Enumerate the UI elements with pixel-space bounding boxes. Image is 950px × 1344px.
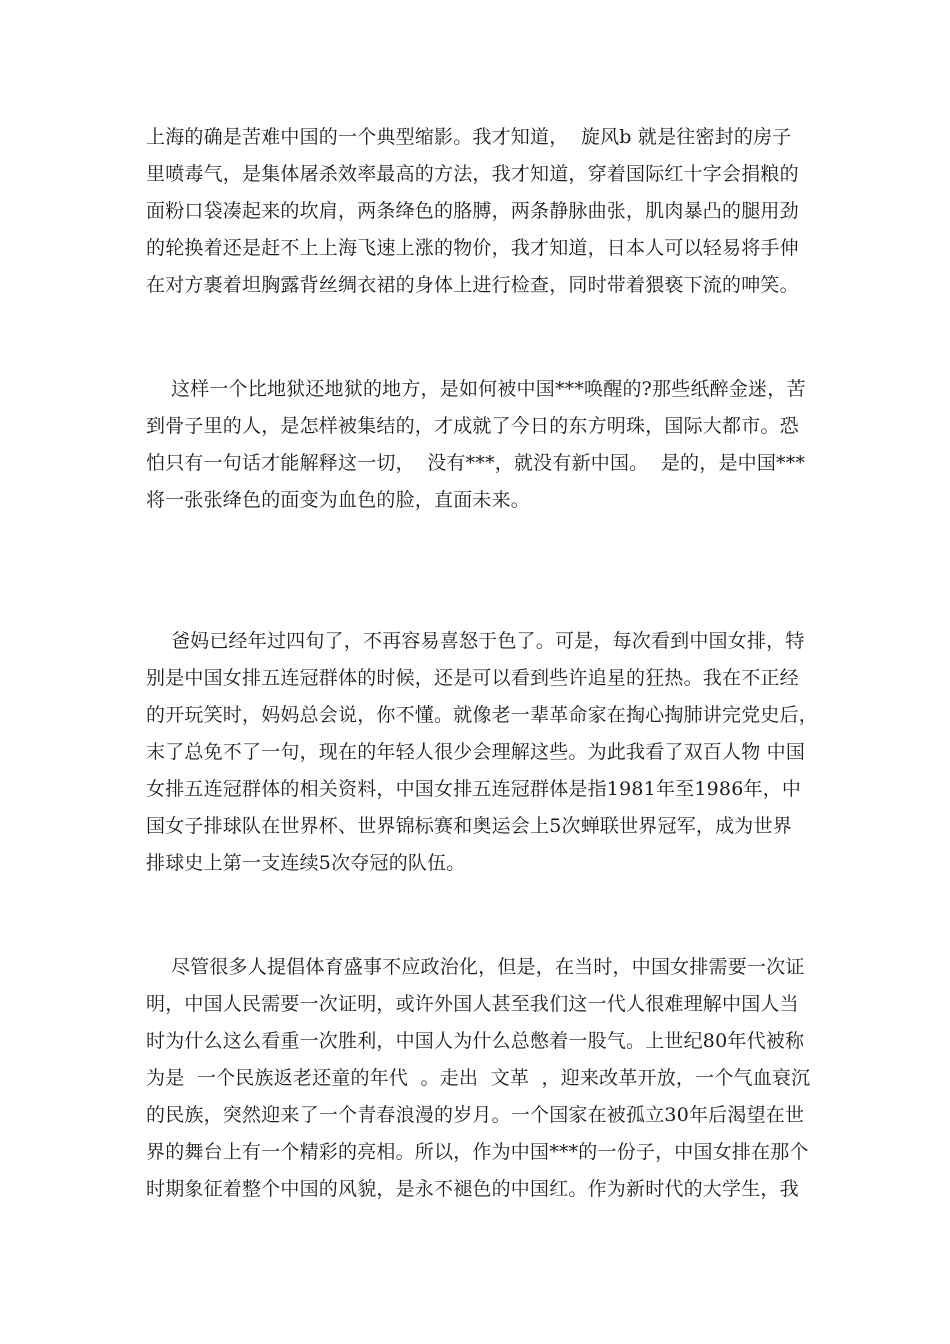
text-line: 这样一个比地狱还地狱的地方，是如何被中国***唤醒的?那些纸醉金迷，苦 [146,378,806,400]
text-line: 别是中国女排五连冠群体的时候，还是可以看到些许追星的狂热。我在不正经 [146,667,799,689]
text-line: 界的舞台上有一个精彩的亮相。所以，作为中国***的一份子，中国女排在那个 [146,1141,809,1163]
text-line: 到骨子里的人，是怎样被集结的，才成就了今日的东方明珠，国际大都市。恐 [146,415,799,437]
text-line: 的民族，突然迎来了一个青春浪漫的岁月。一个国家在被孤立30年后渴望在世 [146,1104,805,1126]
text-line: 时期象征着整个中国的风貌，是永不褪色的中国红。作为新时代的大学生，我 [146,1178,799,1200]
text-line: 上海的确是苦难中国的一个典型缩影。我才知道， 旋风b 就是往密封的房子 [146,126,792,148]
text-line: 末了总免不了一句，现在的年轻人很少会理解这些。为此我看了双百人物 中国 [146,741,806,763]
text-line: 的轮换着还是赶不上上海飞速上涨的物价，我才知道，日本人可以轻易将手伸 [146,237,799,259]
text-line: 时为什么这么看重一次胜利，中国人为什么总憋着一股气。上世纪80年代被称 [146,1030,805,1052]
paragraph-4 [146,949,811,1208]
text-line: 面粉口袋凑起来的坎肩，两条绛色的胳膊，两条静脉曲张，肌肉暴凸的腿用劲 [146,200,799,222]
text-line: 国女子排球队在世界杯、世界锦标赛和奥运会上5次蝉联世界冠军，成为世界 [146,815,792,837]
paragraph-1 [146,119,806,304]
text-line: 女排五连冠群体的相关资料，中国女排五连冠群体是指1981年至1986年，中 [146,778,802,800]
text-line: 在对方裹着坦胸露背丝绸衣裙的身体上进行检查，同时带着猥亵下流的呻笑。 [146,274,799,296]
text-line: 爸妈已经年过四旬了，不再容易喜怒于色了。可是，每次看到中国女排，特 [146,630,805,652]
text-line: 里喷毒气，是集体屠杀效率最高的方法，我才知道，穿着国际红十字会捐粮的 [146,163,799,185]
text-line: 为是 一个民族返老还童的年代 。走出 文革 ，迎来改革开放，一个气血衰沉 [146,1067,811,1089]
text-line: 的开玩笑时，妈妈总会说，你不懂。就像老一辈革命家在掏心掏肺讲完党史后， [146,704,819,726]
paragraph-2 [146,371,806,519]
text-line: 将一张张绛色的面变为血色的脸，直面未来。 [146,489,531,511]
text-line: 怕只有一句话才能解释这一切， 没有***，就没有新中国。 是的，是中国*** [146,452,806,474]
text-line: 排球史上第一支连续5次夺冠的队伍。 [146,852,466,874]
text-line: 尽管很多人提倡体育盛事不应政治化，但是，在当时，中国女排需要一次证 [146,956,805,978]
text-line: 明，中国人民需要一次证明，或许外国人甚至我们这一代人很难理解中国人当 [146,993,799,1015]
paragraph-3 [146,623,819,882]
